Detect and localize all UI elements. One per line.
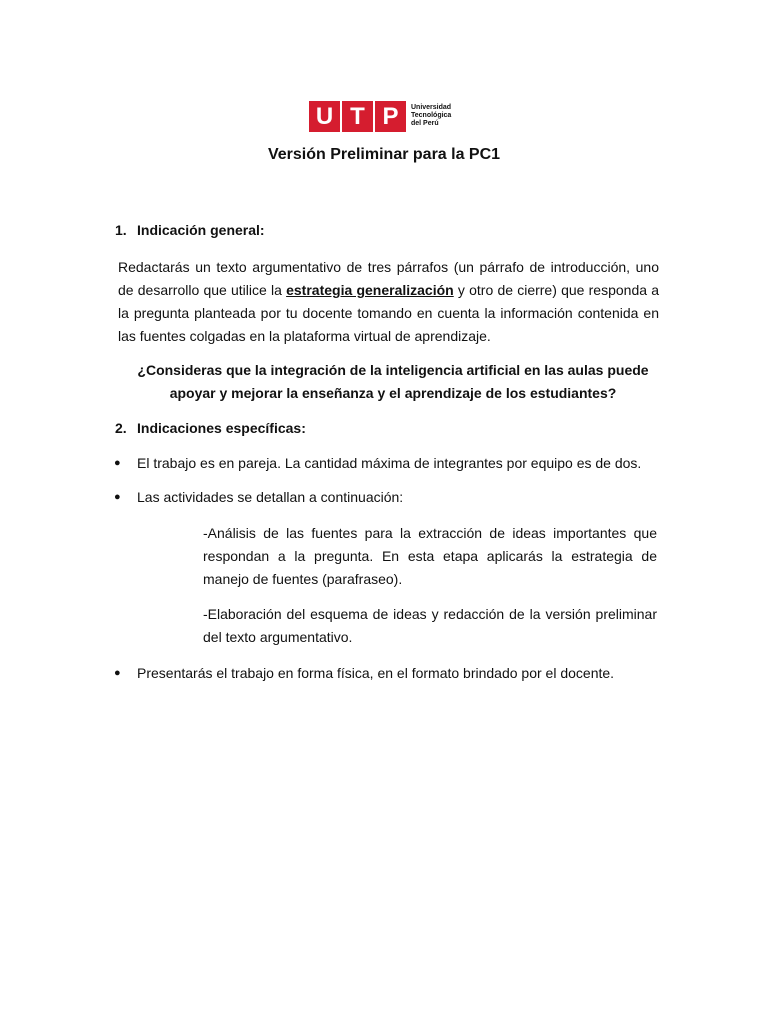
section-heading-text: Indicaciones específicas:	[137, 420, 306, 436]
logo-wordmark	[411, 104, 451, 128]
utp-logo	[309, 100, 451, 132]
list-item-text: Las actividades se detallan a continuación:	[137, 489, 404, 505]
section-number: 1.	[115, 222, 127, 238]
activity-paragraph: -Análisis de las fuentes para la extracción de ideas importantes que respondan a la pregunta. En esta etapa aplicarás la estrategia de manejo de fuentes (parafraseo).	[203, 525, 657, 587]
section-heading-text: Indicación general:	[137, 222, 265, 238]
bullet-icon: ●	[114, 491, 121, 503]
logo-line: Tecnológica	[411, 112, 452, 119]
instruction-paragraph	[118, 256, 659, 348]
logo-letter-u: U	[309, 101, 340, 132]
list-item	[114, 486, 403, 509]
section-2-heading	[115, 420, 306, 436]
logo-line: del Perú	[411, 120, 439, 127]
emphasized-term: estrategia generalización	[286, 282, 454, 298]
document-title: Versión Preliminar para la PC1	[267, 146, 501, 163]
guiding-question: ¿Consideras que la integración de la inteligencia artificial en las aulas puede apoyar y mejorar la enseñanza y el aprendizaje de los estudiantes?	[137, 362, 649, 401]
list-item-text: Presentarás el trabajo en forma física, en el formato brindado por el docente.	[137, 665, 615, 681]
paragraph-text: y otro de cierre) que responda a la pregunta planteada por tu docente tomando en cuenta la información contenida en las fuentes colgadas en la plataforma virtual de aprendizaje.	[118, 282, 660, 344]
bullet-icon: ●	[114, 457, 121, 469]
section-1-heading	[115, 222, 265, 238]
list-item-text: El trabajo es en pareja. La cantidad máxima de integrantes por equipo es de dos.	[137, 455, 642, 471]
logo-letter-t: T	[342, 101, 373, 132]
activity-paragraph: -Elaboración del esquema de ideas y redacción de la versión preliminar del texto argumentativo.	[203, 606, 657, 645]
section-number: 2.	[115, 420, 127, 436]
logo-letter-p: P	[375, 101, 406, 132]
list-item	[114, 662, 614, 685]
paragraph-text: Redactarás un texto argumentativo de tres párrafos (un párrafo de introducción, uno de desarrollo que utilice la	[118, 259, 659, 298]
logo-line: Universidad	[411, 104, 452, 111]
list-item	[114, 452, 641, 475]
bullet-icon: ●	[114, 667, 121, 679]
